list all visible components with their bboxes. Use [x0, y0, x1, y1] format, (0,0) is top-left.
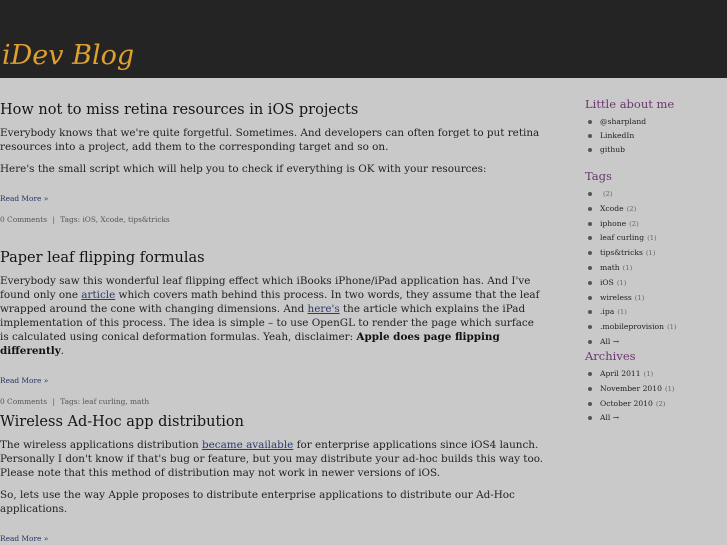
tags-section — [585, 168, 677, 349]
bullet-icon — [588, 236, 592, 240]
item-count: (2) — [655, 399, 666, 408]
tag-item — [585, 261, 677, 276]
bullet-icon — [588, 372, 592, 376]
text-segment: for enterprise applications since iOS4 launch. Personally I don't know if that's bug or feature, but you may distribute your ad-hoc builds this way too. Please note that this method of distribution may not work in newer versions of iOS. — [0, 439, 544, 479]
bullet-icon — [588, 281, 592, 285]
about-heading: Little about me — [585, 97, 675, 111]
archive-item — [585, 411, 675, 425]
bullet-icon — [588, 134, 592, 138]
read-more-link[interactable]: Read More » — [0, 376, 49, 385]
about-item-link[interactable]: @sharpland — [600, 117, 647, 126]
meta-separator: | — [52, 397, 55, 406]
text-segment: Everybody saw this wonderful leaf flipping effect which iBooks iPhone/iPad application has. And I've found only one — [0, 275, 531, 301]
tag-item — [585, 335, 677, 349]
item-count: (1) — [666, 323, 677, 332]
archive-item-link[interactable]: October 2010 — [600, 398, 653, 408]
archive-item — [585, 397, 675, 412]
bullet-icon — [588, 402, 592, 406]
bullet-icon — [588, 148, 592, 152]
text-segment: which covers math behind this process. In two words, they assume that the leaf wrapped around the cone with changing dimensions. And — [0, 289, 540, 315]
bold-text: Apple does page flipping differently — [0, 331, 500, 357]
tag-item — [585, 276, 677, 291]
item-count: (1) — [616, 278, 627, 287]
tags-list[interactable]: iOS, Xcode, tips&tricks — [82, 215, 170, 224]
site-header — [0, 0, 727, 78]
tag-item — [585, 305, 677, 320]
bullet-icon — [588, 296, 592, 300]
tag-item-link[interactable]: .mobileprovision — [600, 322, 664, 332]
tag-item-link[interactable]: wireless — [600, 292, 632, 302]
article-link[interactable]: article — [81, 289, 116, 301]
archive-item-link[interactable]: April 2011 — [600, 369, 641, 378]
item-count: (1) — [647, 234, 657, 243]
tags-label: Tags: — [60, 397, 81, 406]
item-count: (2) — [603, 190, 613, 198]
archive-item-link[interactable]: November 2010 — [600, 383, 662, 393]
tag-item-link[interactable]: iphone — [600, 218, 627, 228]
tag-item-link[interactable]: math — [600, 262, 620, 272]
item-count: (2) — [629, 219, 639, 228]
tag-item-link[interactable]: tips&tricks — [600, 248, 643, 258]
bullet-icon — [588, 416, 592, 420]
item-count: (1) — [645, 249, 656, 258]
post-paragraph: So, lets use the way Apple proposes to distribute enterprise applications to distribute our Ad-Hoc applications. — [0, 489, 515, 515]
item-count: (2) — [626, 204, 637, 213]
comments-link[interactable]: 0 Comments — [0, 215, 48, 224]
post-paragraph: Here's the small script which will help you to check if everything is OK with your resources: — [0, 163, 487, 175]
archives-section — [585, 348, 675, 425]
main-content — [0, 78, 545, 545]
archive-item — [585, 367, 675, 382]
bullet-icon — [588, 207, 592, 211]
bullet-icon — [588, 340, 592, 344]
tag-item — [585, 320, 677, 335]
bullet-icon — [588, 310, 592, 314]
about-section — [585, 96, 674, 156]
tag-item — [585, 217, 677, 232]
heres-link[interactable]: here's — [307, 303, 340, 315]
tag-item — [585, 187, 677, 202]
comments-link[interactable]: 0 Comments — [0, 397, 48, 406]
bullet-icon — [588, 387, 592, 391]
post-title[interactable]: How not to miss retina resources in iOS projects — [0, 102, 359, 118]
text-segment: the article which explains the iPad implementation of this process. The idea is simple – to use OpenGL to render the page which surface is calculated using conical deformation formulas. Yeah, disclaimer: — [0, 303, 534, 343]
bullet-icon — [588, 251, 592, 255]
post-title[interactable]: Wireless Ad-Hoc app distribution — [0, 414, 244, 430]
bullet-icon — [588, 266, 592, 270]
sidebar — [585, 78, 727, 545]
tag-item-link[interactable]: Xcode — [600, 203, 624, 213]
tag-item — [585, 202, 677, 217]
bullet-icon — [588, 222, 592, 226]
tag-item-link[interactable]: iOS — [600, 277, 614, 287]
tag-item — [585, 231, 677, 246]
tags-list[interactable]: leaf curling, math — [82, 397, 150, 406]
tag-item — [585, 246, 677, 261]
tags-list — [585, 187, 677, 349]
post-paragraph: Everybody knows that we're quite forgetful. Sometimes. And developers can often forget to put retina resources into a project, add them to the corresponding target and so on. — [0, 127, 540, 153]
text-segment: The wireless applications distribution — [0, 439, 202, 451]
post-title[interactable]: Paper leaf flipping formulas — [0, 250, 205, 266]
about-item — [585, 143, 674, 157]
post-leaf-flipping — [0, 248, 545, 407]
item-count: (1) — [664, 384, 675, 393]
archive-item-link[interactable]: All → — [600, 413, 620, 423]
item-count: (1) — [617, 308, 627, 317]
post-wireless-adhoc — [0, 412, 545, 545]
post-meta — [0, 215, 545, 225]
item-count: (1) — [634, 293, 645, 302]
tag-item-link[interactable]: All → — [600, 336, 620, 346]
about-item-link[interactable]: LinkedIn — [600, 130, 635, 140]
tags-label: Tags: — [60, 215, 81, 224]
site-title[interactable]: iDev Blog — [2, 40, 135, 71]
post-retina — [0, 100, 545, 225]
about-item — [585, 129, 674, 143]
tags-heading: Tags — [585, 169, 612, 183]
bullet-icon — [588, 192, 592, 196]
text-segment: . — [60, 345, 65, 357]
archive-item — [585, 382, 675, 397]
bullet-icon — [588, 325, 592, 329]
about-list — [585, 115, 674, 156]
became-available-link[interactable]: became available — [201, 439, 294, 451]
about-item — [585, 115, 674, 129]
tag-item — [585, 291, 677, 306]
read-more-link[interactable]: Read More » — [0, 534, 49, 543]
read-more-link[interactable]: Read More » — [0, 194, 49, 203]
post-meta — [0, 397, 545, 407]
meta-separator: | — [52, 215, 55, 224]
tag-item-link[interactable]: .ipa — [600, 307, 615, 317]
item-count: (1) — [622, 263, 633, 272]
archives-heading: Archives — [585, 349, 636, 363]
post-paragraph — [0, 274, 545, 358]
post-paragraph — [0, 438, 545, 480]
item-count: (1) — [643, 370, 654, 378]
about-item-link[interactable]: github — [600, 144, 625, 154]
tag-item-link[interactable]: leaf curling — [600, 233, 645, 243]
bullet-icon — [588, 120, 592, 124]
archives-list — [585, 367, 675, 425]
